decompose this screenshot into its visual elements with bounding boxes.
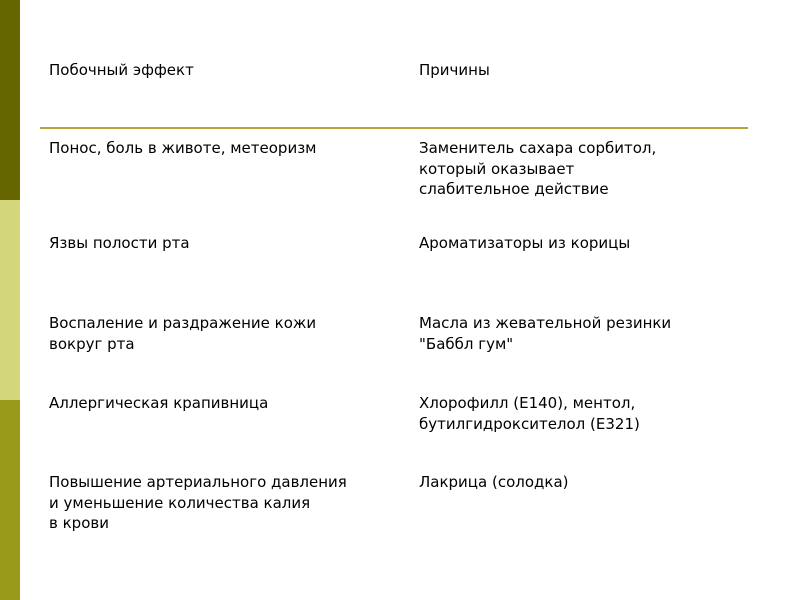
side-strip-top [0,0,20,200]
cause-line: "Баббл гум" [419,334,514,353]
header-side-effect: Побочный эффект [49,61,194,79]
cause-cell-1 [419,138,656,200]
side-strip-middle [0,200,20,400]
effect-line: в крови [49,514,109,532]
cause-cell-4 [419,393,640,434]
cause-cell-3 [419,313,671,354]
effect-cell-2 [49,233,190,254]
cause-line: Заменитель сахара сорбитол, [419,139,657,157]
cause-line: который оказывает [419,159,575,178]
cause-line: Лакрица (солодка) [419,473,569,491]
effect-cell-4 [49,393,268,414]
effect-line: Понос, боль в животе, метеоризм [49,139,317,157]
header-causes: Причины [419,61,490,79]
effect-line: и уменьшение количества калия [49,493,311,512]
effect-cell-3 [49,313,316,354]
effect-cell-5 [49,472,347,534]
effect-line: Повышение артериального давления [49,473,347,491]
cause-line: Ароматизаторы из корицы [419,234,631,252]
header-divider [40,127,748,129]
effect-cell-1 [49,138,317,159]
cause-line: Хлорофилл (Е140), ментол, [419,394,636,412]
side-effects-table [40,0,750,600]
cause-cell-5 [419,472,569,493]
side-strip-bottom [0,400,20,600]
cause-cell-2 [419,233,630,254]
effect-line: Аллергическая крапивница [49,394,269,412]
effect-line: вокруг рта [49,334,135,353]
effect-line: Воспаление и раздражение кожи [49,314,317,332]
cause-line: бутилгидроксителол (Е321) [419,414,640,433]
effect-line: Язвы полости рта [49,234,190,252]
cause-line: Масла из жевательной резинки [419,314,672,332]
cause-line: слабительное действие [419,180,609,198]
